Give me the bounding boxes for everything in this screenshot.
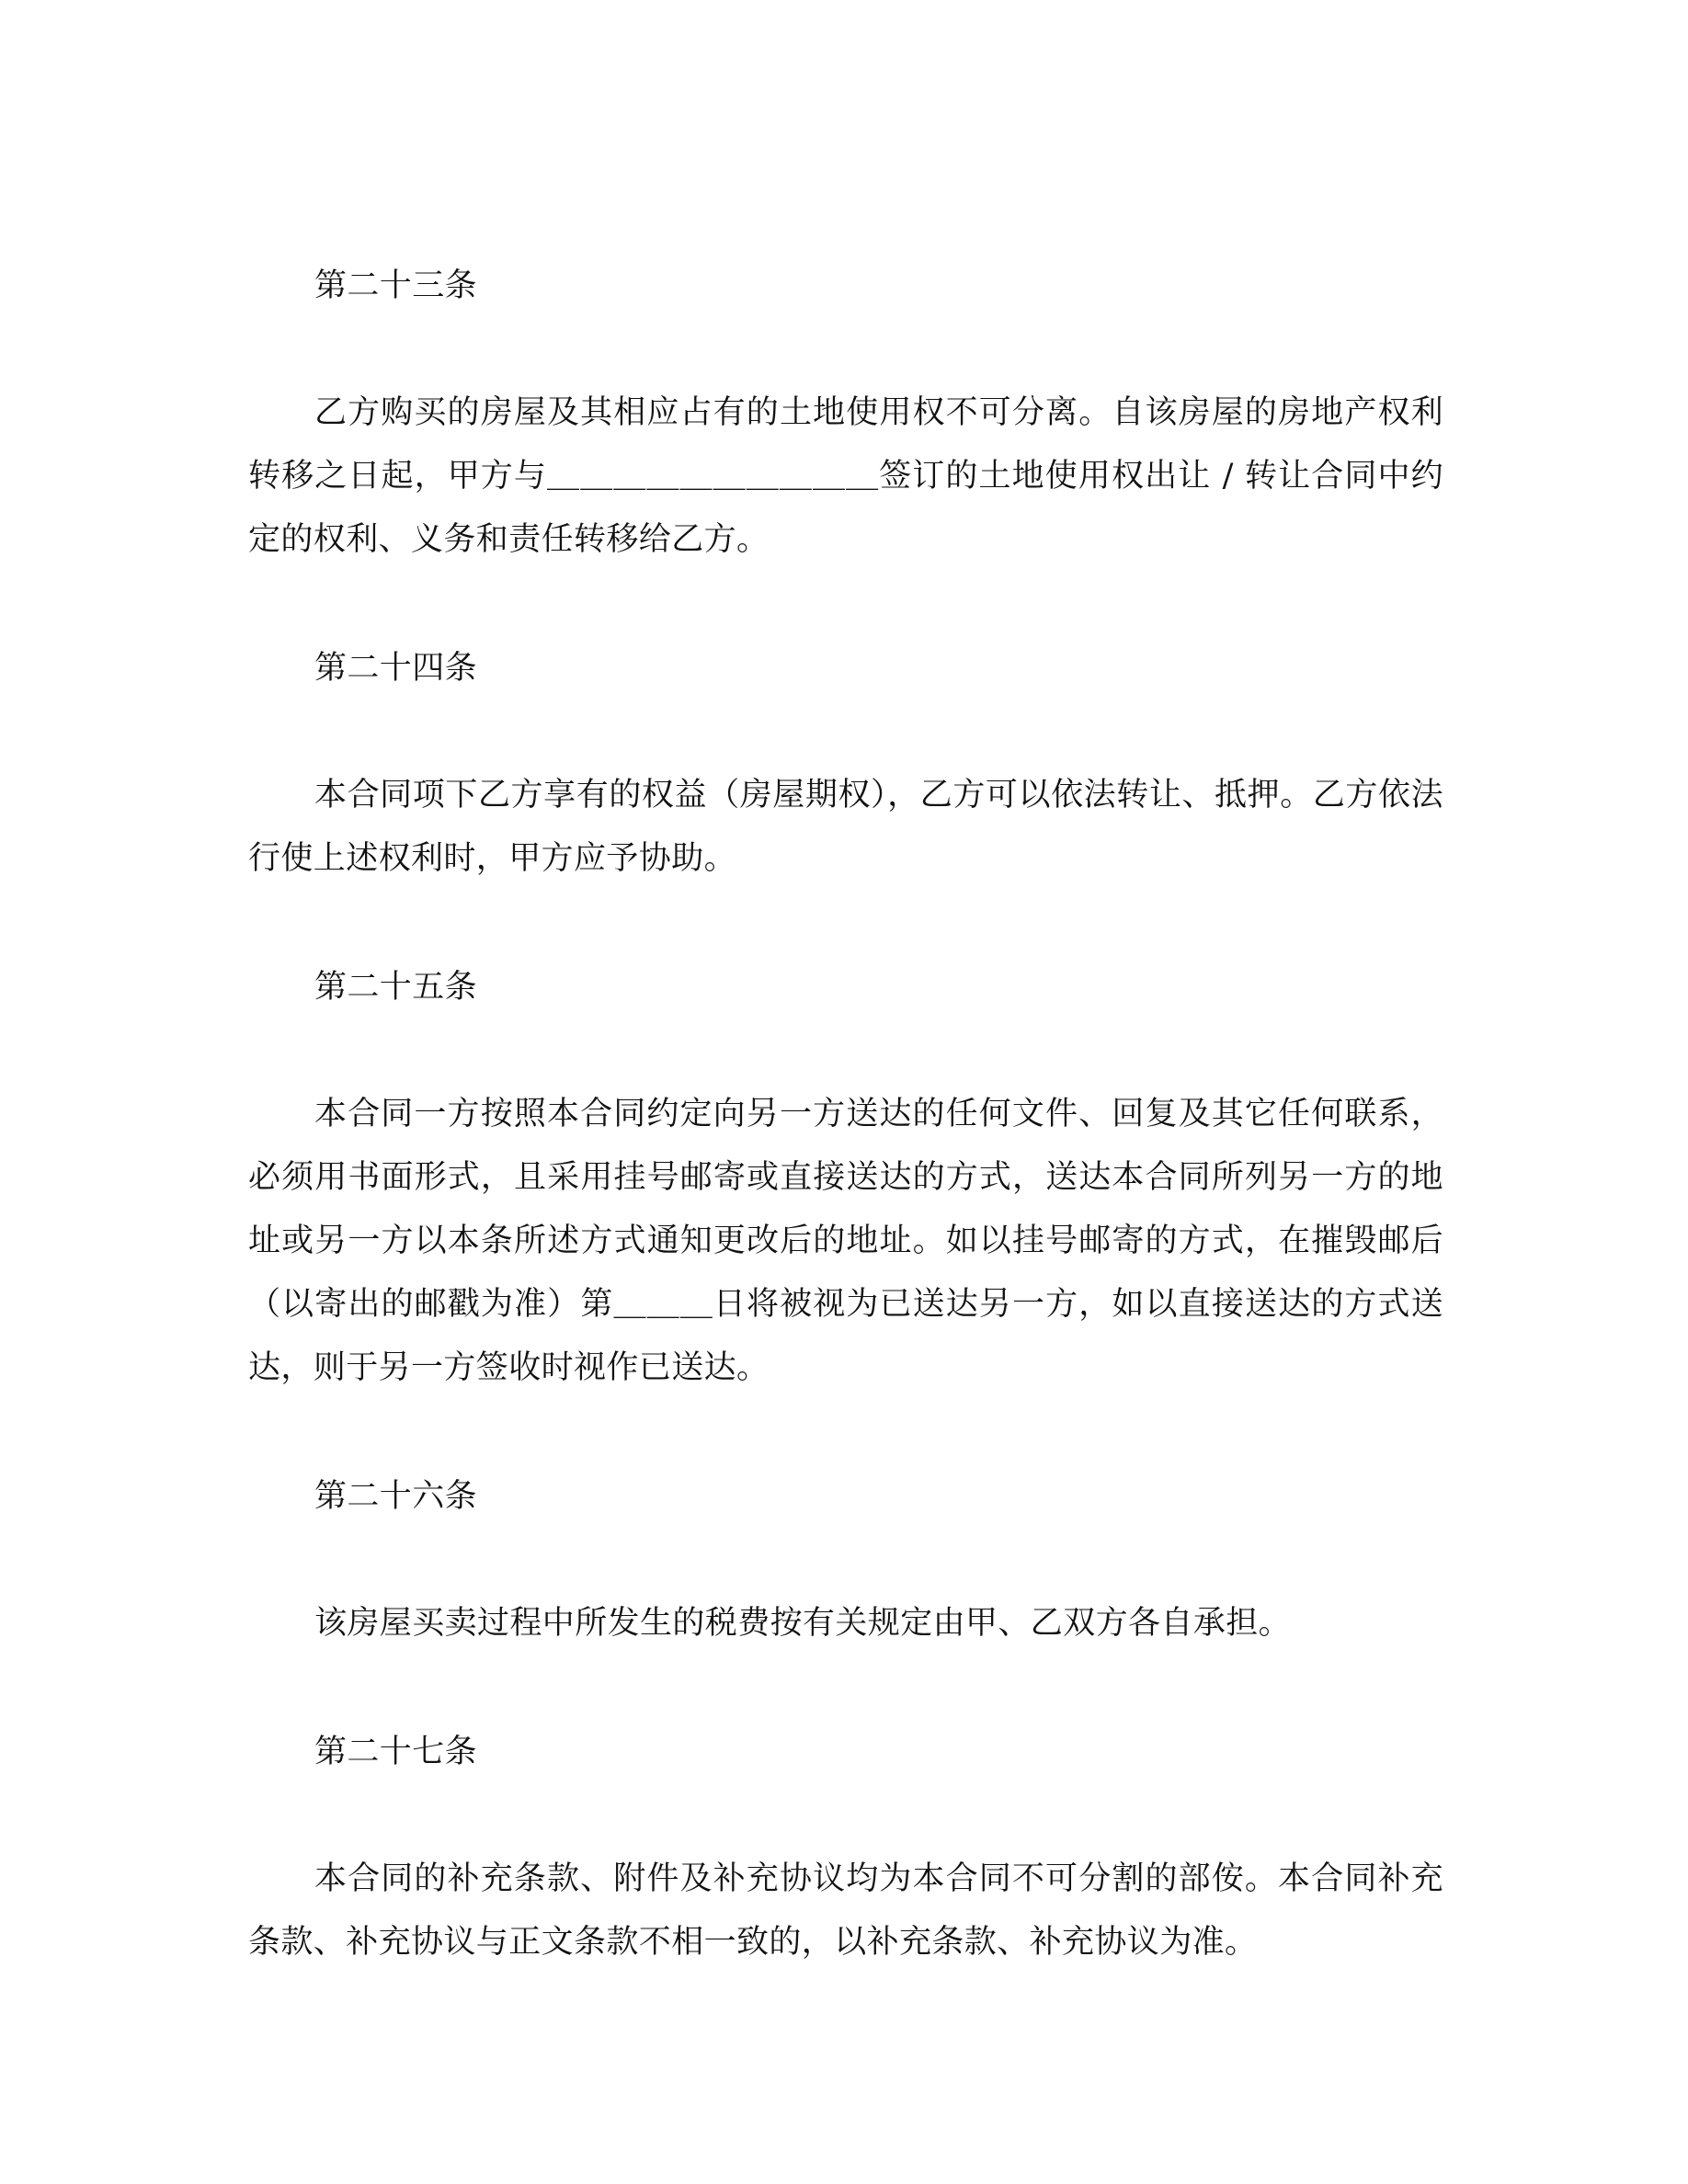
article-26	[248, 1465, 1443, 1655]
article-23	[248, 255, 1443, 572]
article-heading: 第二十三条	[314, 267, 478, 304]
article-text: 本合同项下乙方享有的权益（房屋期权），乙方可以依法转让、抵押。乙方依法行使上述权利时，甲方应予协助。	[248, 777, 1443, 877]
article-text: 本合同的补充条款、附件及补充协议均为本合同不可分割的部侒。本合同补充条款、补充协议与正文条款不相一致的，以补充条款、补充协议为准。	[248, 1860, 1443, 1961]
article-text: 该房屋买卖过程中所发生的税费按有关规定由甲、乙双方各自承担。	[314, 1605, 1292, 1642]
document-body	[248, 255, 1443, 1974]
article-heading: 第二十四条	[314, 650, 478, 687]
article-heading: 第二十七条	[314, 1734, 478, 1770]
article-text: 本合同一方按照本合同约定向另一方送达的任何文件、回复及其它任何联系，必须用书面形式，且采用挂号邮寄或直接送达的方式，送达本合同所列另一方的地址或另一方以本条所述方式通知更改后的地址。如以挂号邮寄的方式，在摧毁邮后（以寄出的邮戳为准）第＿＿＿日将被视为已送达另一方，如以直接送达的方式送达，则于另一方签收时视作已送达。	[248, 1096, 1443, 1386]
article-text: 乙方购买的房屋及其相应占有的土地使用权不可分离。自该房屋的房地产权利转移之日起，甲方与＿＿＿＿＿＿＿＿＿＿签订的土地使用权出让 / 转让合同中约定的权利、义务和责任转移给乙方。	[248, 394, 1443, 558]
article-27	[248, 1721, 1443, 1974]
article-heading: 第二十六条	[314, 1478, 478, 1515]
article-heading: 第二十五条	[314, 969, 478, 1006]
article-25	[248, 956, 1443, 1400]
article-24	[248, 637, 1443, 891]
